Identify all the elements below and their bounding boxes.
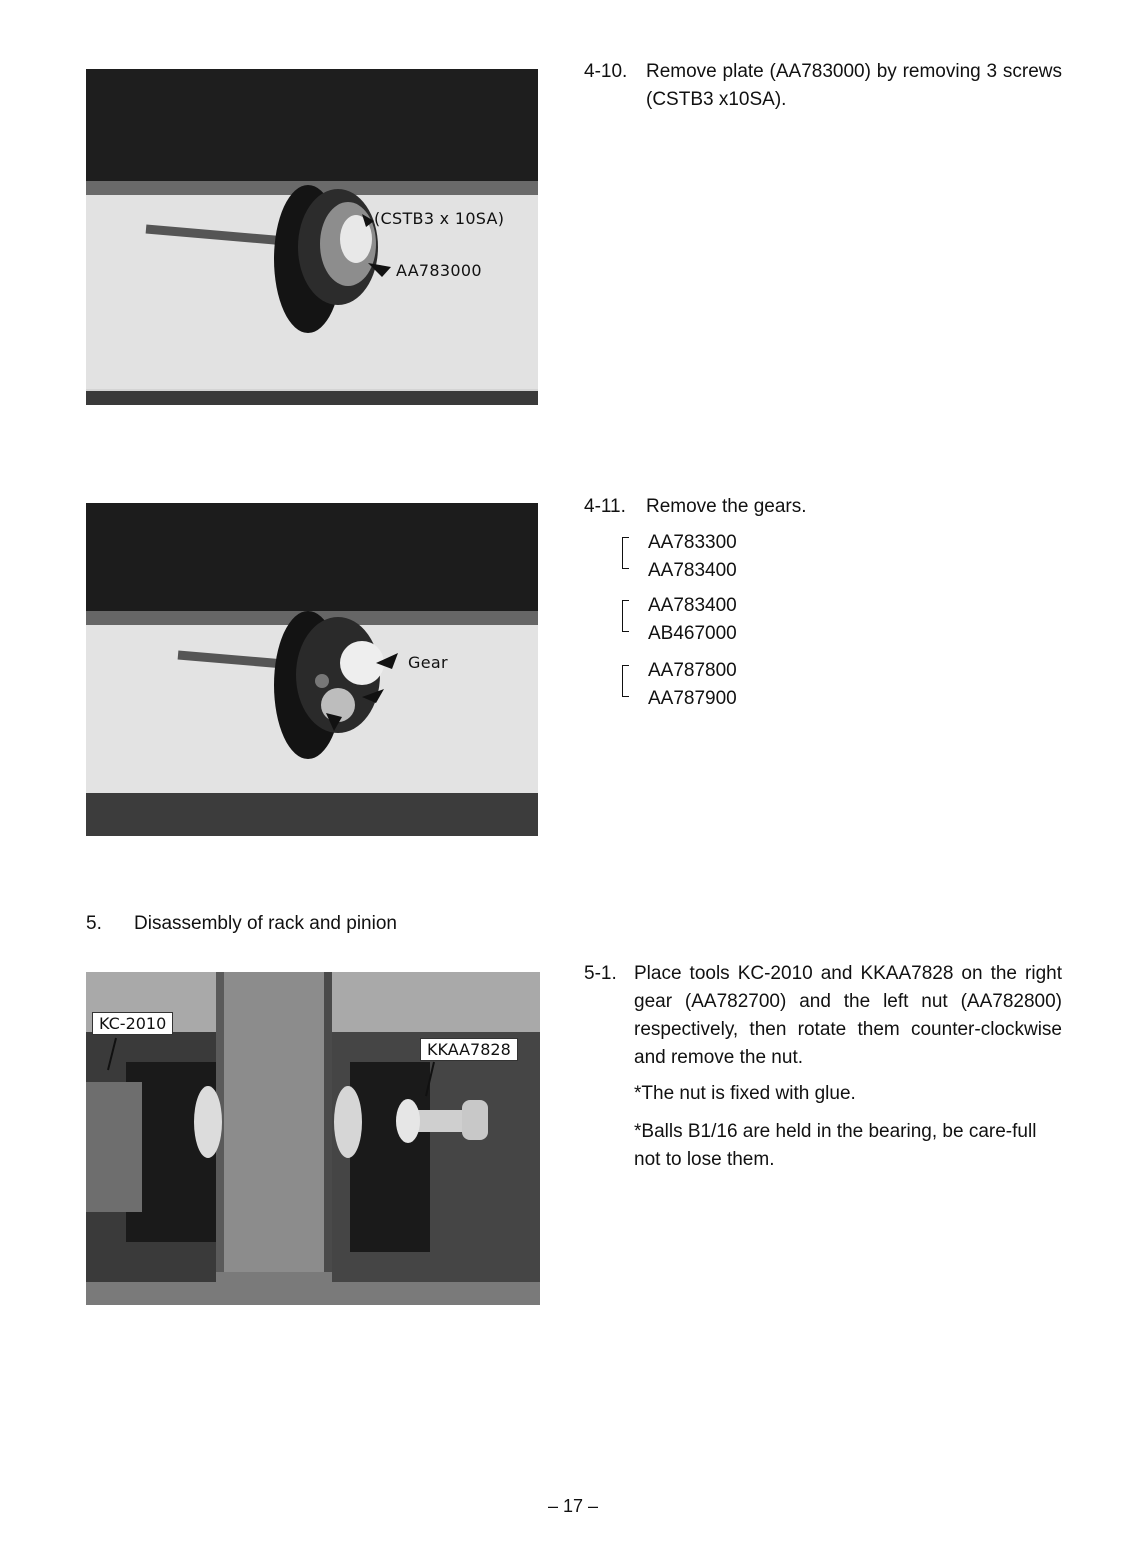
photo-gears bbox=[86, 503, 538, 836]
label-tool-kc2010: KC-2010 bbox=[92, 1012, 173, 1035]
note-glue bbox=[634, 1080, 1062, 1110]
callout-screws: (CSTB3 x 10SA) bbox=[374, 209, 505, 228]
step-4-11 bbox=[584, 493, 1062, 523]
label-tool-kkaa7828: KKAA7828 bbox=[420, 1038, 518, 1061]
photo-plate-illustration bbox=[86, 69, 538, 405]
callout-gear: Gear bbox=[408, 653, 448, 672]
callout-plate: AA783000 bbox=[396, 261, 482, 280]
bracket bbox=[622, 600, 629, 632]
step-text: Remove plate (AA783000) by removing 3 screws (CSTB3 x10SA). bbox=[646, 61, 1062, 110]
note-balls bbox=[634, 1118, 1062, 1178]
part-number: AA787800 bbox=[648, 660, 737, 681]
page-number: – 17 – bbox=[547, 1496, 599, 1516]
part-number: AA783300 bbox=[648, 532, 737, 553]
photo-rack-pinion-tools bbox=[86, 972, 540, 1305]
step-number: 5-1. bbox=[584, 963, 617, 984]
part-number: AA787900 bbox=[648, 688, 737, 709]
part-number: AA783400 bbox=[648, 595, 737, 616]
part-number: AA783400 bbox=[648, 560, 737, 581]
note-text: *Balls B1/16 are held in the bearing, be care-full not to lose them. bbox=[634, 1121, 1037, 1170]
part-number: AB467000 bbox=[648, 623, 737, 644]
section-number: 5. bbox=[86, 913, 102, 934]
note-text: *The nut is fixed with glue. bbox=[634, 1083, 856, 1104]
step-4-10 bbox=[584, 58, 1062, 118]
step-text: Remove the gears. bbox=[646, 496, 807, 517]
photo-gears-illustration bbox=[86, 503, 538, 836]
bracket bbox=[622, 665, 629, 697]
step-number: 4-11. bbox=[584, 496, 626, 517]
step-text: Place tools KC-2010 and KKAA7828 on the right gear (AA782700) and the left nut (AA782800) respectively, then rotate them counter-clockwise and remove the nut. bbox=[634, 963, 1062, 1068]
step-5-1 bbox=[584, 960, 1062, 1080]
photo-plate-removal bbox=[86, 69, 538, 405]
section-title: Disassembly of rack and pinion bbox=[134, 913, 397, 934]
bracket bbox=[622, 537, 629, 569]
step-number: 4-10. bbox=[584, 61, 628, 82]
